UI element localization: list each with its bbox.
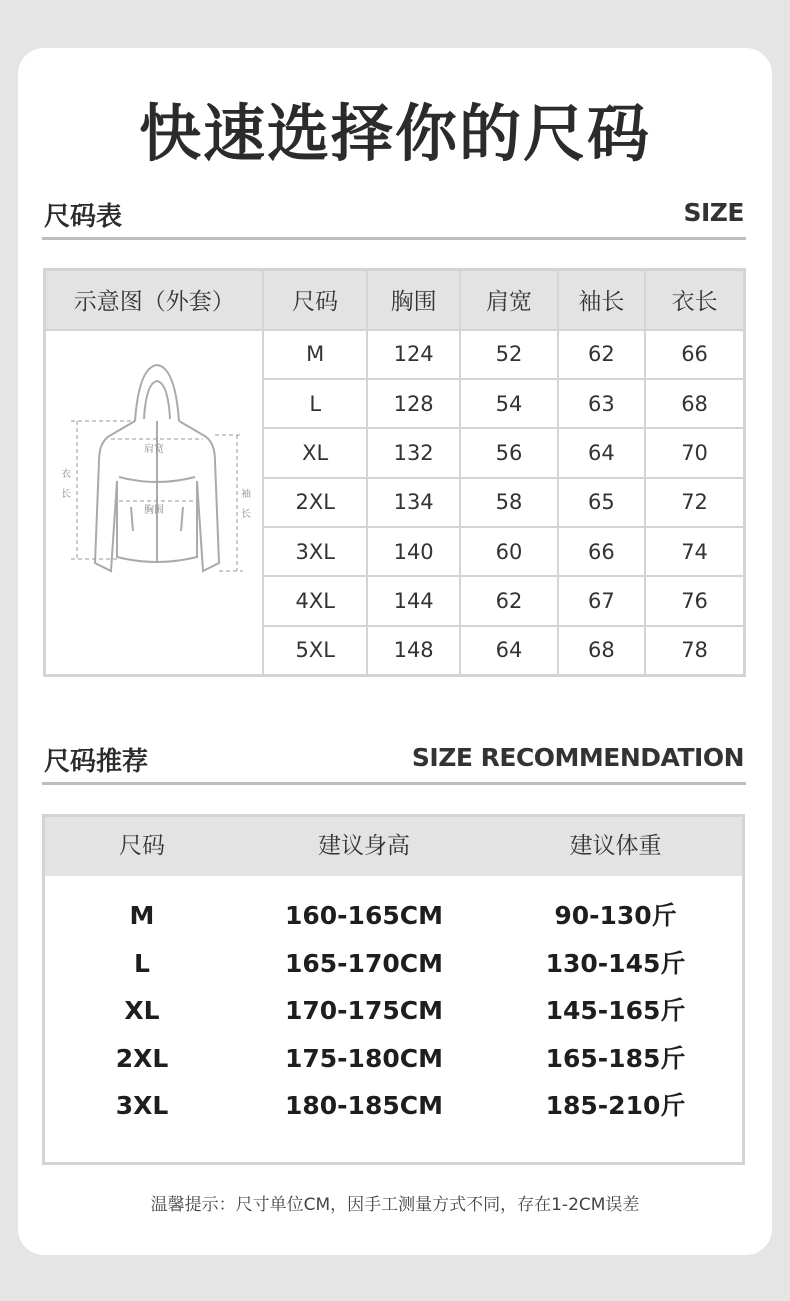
measurement-note: 温馨提示：尺寸单位CM，因手工测量方式不同，存在1-2CM误差: [150, 1195, 640, 1215]
table-row: [45, 330, 745, 379]
cell-length: 68: [645, 379, 744, 428]
cell-shoulder: 56: [460, 428, 557, 477]
cell-chest: 148: [367, 626, 461, 675]
cell-size: M: [263, 330, 366, 379]
cell-chest: 134: [367, 478, 461, 527]
rec-size: L: [134, 948, 150, 978]
cell-sleeve: 67: [558, 576, 645, 625]
cell-size: XL: [263, 428, 366, 477]
rec-size: 3XL: [115, 1091, 169, 1120]
header-diagram: 示意图（外套）: [45, 270, 264, 330]
rec-weight: 185-210斤: [545, 1091, 686, 1120]
cell-sleeve: 64: [558, 428, 645, 477]
shoulder-label: 肩宽: [143, 443, 164, 455]
rec-height: 170-175CM: [285, 996, 443, 1025]
rec-height: 175-180CM: [285, 1043, 443, 1073]
cell-length: 72: [645, 478, 744, 527]
table-row: [45, 892, 742, 940]
table-row: [45, 1035, 742, 1083]
cell-size: 4XL: [263, 576, 366, 625]
jacket-outline-icon: [47, 331, 262, 669]
cell-chest: 132: [367, 428, 461, 477]
cell-chest: 144: [367, 576, 461, 625]
recommendation-header: [42, 741, 746, 785]
size-chart-header: [42, 196, 746, 240]
cell-shoulder: 64: [460, 626, 557, 675]
length-label-2: 长: [60, 488, 71, 500]
cell-sleeve: 68: [558, 626, 645, 675]
page-title: 快速选择你的尺码: [138, 97, 651, 170]
header-length: 衣长: [645, 270, 744, 330]
cell-shoulder: 58: [460, 478, 557, 527]
cell-length: 76: [645, 576, 744, 625]
size-table-header-row: [45, 270, 745, 330]
table-row: [45, 987, 742, 1035]
recommendation-body: [45, 876, 742, 1130]
cell-shoulder: 52: [460, 330, 557, 379]
rec-weight: 90-130斤: [554, 901, 677, 930]
rec-size: M: [129, 901, 155, 930]
cell-sleeve: 66: [558, 527, 645, 576]
cell-length: 74: [645, 527, 744, 576]
rec-height: 165-170CM: [285, 948, 443, 978]
cell-shoulder: 54: [460, 379, 557, 428]
chest-label: 胸围: [143, 504, 164, 516]
recommendation-table: [42, 814, 745, 1165]
recommendation-header-row: [45, 817, 742, 876]
recommendation-title-en: SIZE RECOMMENDATION: [411, 743, 744, 772]
header-shoulder: 肩宽: [460, 270, 557, 330]
rec-weight: 130-145斤: [545, 948, 686, 978]
cell-shoulder: 62: [460, 576, 557, 625]
sleeve-label-2: 长: [240, 508, 251, 520]
cell-size: L: [263, 379, 366, 428]
rec-size: 2XL: [115, 1043, 169, 1073]
cell-length: 78: [645, 626, 744, 675]
cell-size: 5XL: [263, 626, 366, 675]
cell-sleeve: 62: [558, 330, 645, 379]
cell-size: 2XL: [263, 478, 366, 527]
rec-weight: 165-185斤: [545, 1043, 686, 1073]
sleeve-label: 袖: [240, 488, 251, 500]
rec-header-size: 尺码: [119, 833, 165, 859]
cell-sleeve: 65: [558, 478, 645, 527]
size-chart-title: 尺码表: [44, 202, 123, 232]
rec-height: 160-165CM: [285, 901, 443, 930]
cell-chest: 128: [367, 379, 461, 428]
size-chart-title-en: SIZE: [683, 198, 744, 227]
rec-header-weight: 建议体重: [569, 833, 662, 859]
header-size: 尺码: [263, 270, 366, 330]
cell-sleeve: 63: [558, 379, 645, 428]
rec-height: 180-185CM: [285, 1091, 443, 1120]
table-row: [45, 1082, 742, 1130]
header-chest: 胸围: [367, 270, 461, 330]
rec-weight: 145-165斤: [545, 996, 686, 1025]
jacket-diagram: [45, 330, 264, 676]
cell-length: 66: [645, 330, 744, 379]
cell-size: 3XL: [263, 527, 366, 576]
cell-length: 70: [645, 428, 744, 477]
cell-chest: 124: [367, 330, 461, 379]
length-label: 衣: [60, 468, 71, 480]
rec-size: XL: [124, 996, 160, 1025]
size-chart-table: [43, 268, 746, 677]
recommendation-title: 尺码推荐: [44, 747, 149, 777]
header-sleeve: 袖长: [558, 270, 645, 330]
rec-header-height: 建议身高: [318, 833, 410, 859]
table-row: [45, 940, 742, 988]
cell-shoulder: 60: [460, 527, 557, 576]
cell-chest: 140: [367, 527, 461, 576]
